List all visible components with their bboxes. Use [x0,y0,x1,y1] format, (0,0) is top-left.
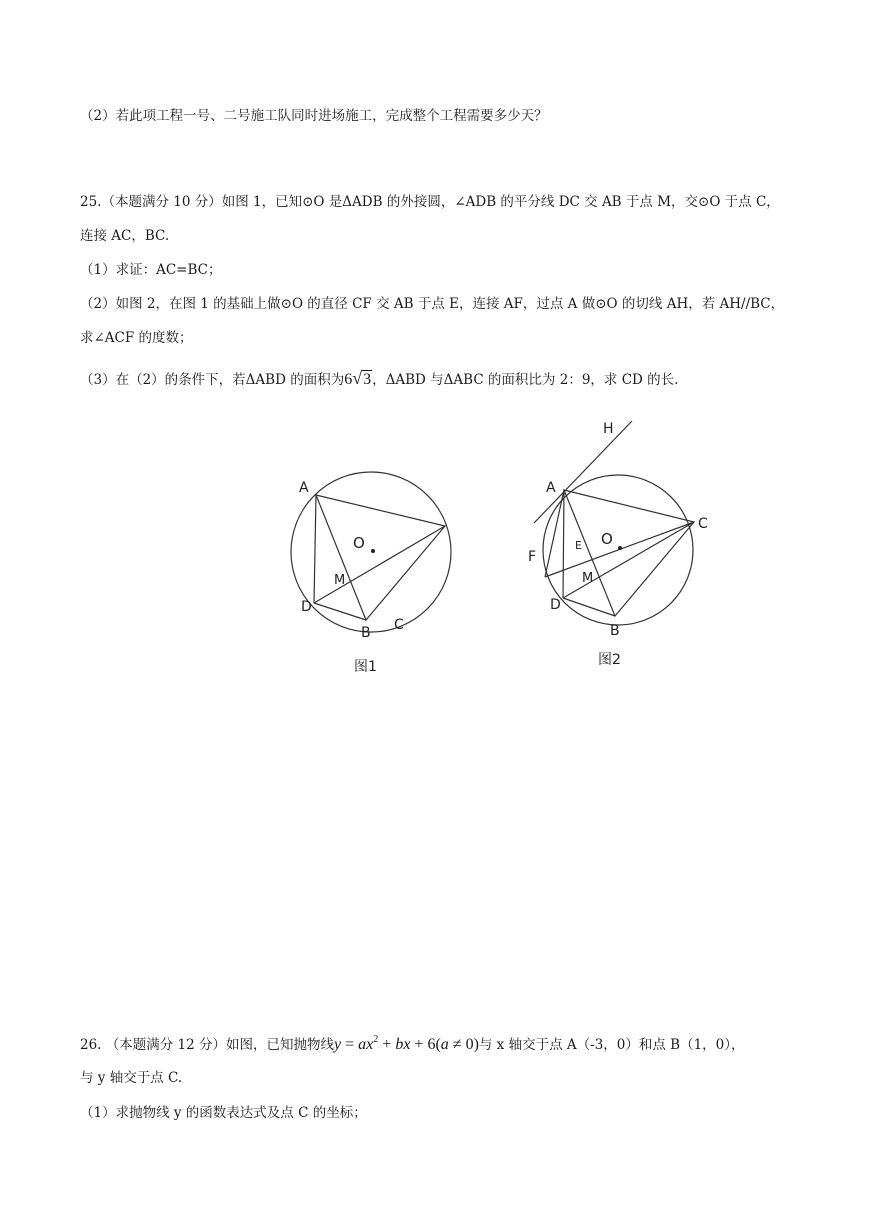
center-dot [618,546,622,550]
segment-db [314,603,366,620]
q25-part3 [80,368,678,390]
segment-ad [563,490,564,598]
figure-2-diagram [520,412,720,674]
label-o: O [601,530,613,548]
label-b: B [361,625,371,641]
radicand: 3 [363,371,372,388]
tangent-ah [534,421,632,523]
label-f: F [528,549,537,565]
label-d: D [301,599,312,615]
figure-2-caption: 图2 [598,652,621,668]
triangle-acb [316,495,445,620]
q25-part1: （1）求证：AC=BC； [80,262,222,278]
q24-part2-text: （2）若此项工程一号、二号施工队同时进场施工，完成整个工程需要多少天？ [80,108,548,124]
segment-db [563,598,615,616]
q26-suffix: 与 x 轴交于点 A（-3，0）和点 B（1，0）， [478,1037,745,1053]
label-c: C [698,516,708,532]
center-dot [371,549,375,553]
q25-part3-prefix: （3）在（2）的条件下，若ΔABD 的面积为 [80,372,345,388]
label-o: O [353,534,365,552]
segment-ad [314,495,316,603]
segment-af [545,490,564,577]
q25-part3-suffix: ，ΔABD 与ΔABC 的面积比为 2：9，求 CD 的长. [372,372,679,388]
label-e: E [575,539,582,552]
segment-dc [563,522,694,598]
label-a: A [299,480,309,496]
area-expression [344,368,372,388]
figure-1-diagram [280,470,470,680]
figure-1 [280,470,470,680]
q25-stem-line2: 连接 AC，BC. [80,228,170,244]
q26-prefix: 26. （本题满分 12 分）如图，已知抛物线 [80,1037,335,1053]
parabola-equation: $y = ax^2$ + bx + 6(a ≠ 0) [334,1034,479,1053]
q25-part2-line1: （2）如图 2，在图 1 的基础上做⊙O 的直径 CF 交 AB 于点 E，连接 AF，过点 A 做⊙O 的切线 AH，若 AH//BC， [80,296,785,312]
label-h: H [603,421,614,437]
sqrt-symbol: √3 [352,368,372,388]
label-b: B [610,623,620,639]
area-coefficient: 6 [344,371,353,388]
figure-1-caption: 图1 [354,659,377,675]
label-c: C [394,617,404,633]
label-m: M [582,571,594,586]
label-m: M [334,573,346,588]
q26-stem-line1 [80,1030,745,1055]
label-a: A [546,480,556,496]
q25-part2-line2: 求∠ACF 的度数； [80,330,193,346]
figure-2 [520,412,720,674]
triangle-acb [564,490,694,616]
label-d: D [550,597,561,613]
q26-stem-line2: 与 y 轴交于点 C. [80,1070,183,1086]
q25-stem-line1: 25.（本题满分 10 分）如图 1，已知⊙O 是ΔADB 的外接圆，∠ADB 的平分线 DC 交 AB 于点 M，交⊙O 于点 C， [80,194,780,210]
q26-part1: （1）求抛物线 y 的函数表达式及点 C 的坐标； [80,1105,367,1121]
